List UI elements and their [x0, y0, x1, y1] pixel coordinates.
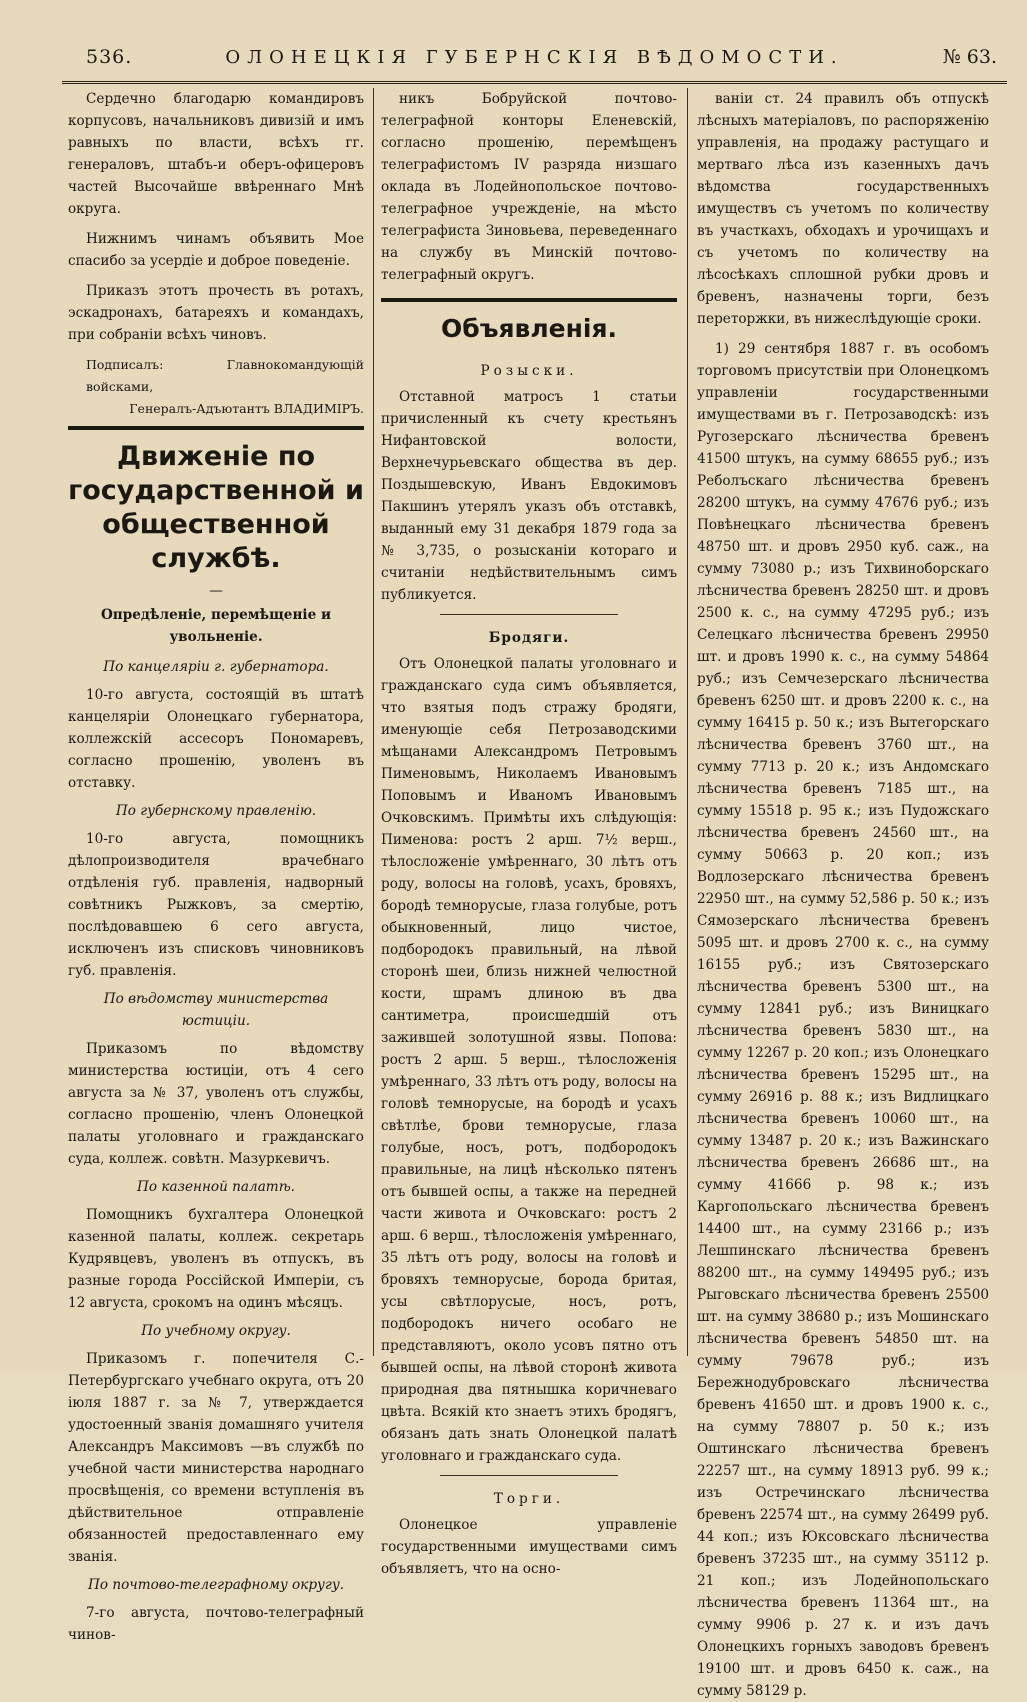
notice-text: 10-го августа, состоящій въ штатѣ канцеляріи Олонецкаго губернатора, коллежскій ассесоръ Пономаревъ, согласно прошенію, уволенъ въ отставку.	[68, 687, 364, 791]
column-1	[68, 88, 364, 1646]
column-2	[381, 88, 677, 1580]
notice-text: 10-го августа, помощникъ дѣлопроизводителя врачебнаго отдѣленія губ. правленія, надворный совѣтникъ Рыжковъ, за смертію, послѣдовавшею 6 сего августа, исключенъ изъ списковъ чиновниковъ губ. правленія.	[68, 831, 364, 979]
section-title: Торги.	[493, 1491, 565, 1507]
notice-text: 7-го августа, почтово-телеграфный чинов-	[68, 1605, 364, 1643]
department-title: По учебному округу.	[141, 1323, 291, 1339]
section-title: Бродяги.	[488, 630, 570, 646]
signature-line: Подписалъ: Главнокомандующій войсками,	[86, 357, 364, 394]
department-title: По казенной палатѣ.	[136, 1179, 296, 1195]
issue-number: № 63.	[942, 46, 997, 68]
order-paragraph: Приказъ этотъ прочесть въ ротахъ, эскадронахъ, батареяхъ и командахъ, при собраніи всѣхъ чиновъ.	[68, 283, 364, 343]
order-paragraph: Нижнимъ чинамъ объявить Мое спасибо за усердіе и доброе поведеніе.	[68, 231, 364, 269]
notice-text: Отъ Олонецкой палаты уголовнаго и гражданскаго суда симъ объявляется, что взятыя подъ стражу бродяги, именующіе себя Петрозаводскими мѣщанами Александромъ Петровымъ Пименовымъ, Николаемъ Ивановымъ Поповымъ и Иваномъ Ивановымъ Очковскимъ. Примѣты ихъ слѣдующія: Пименова: ростъ 2 арш. 7½ верш., тѣлосложеніе умѣреннаго, 30 лѣтъ отъ роду, волосы на головѣ, усахъ, бровяхъ, бородѣ темнорусые, глаза голубые, ротъ обыкновенный, лицо чистое, подбородокъ правильный, на лѣвой сторонѣ шеи, близь нижней челюстной кости, шрамъ длиною въ два сантиметра, происшедшій отъ зажившей золотушной язвы. Попова: ростъ 2 арш. 5 верш., тѣлосложенія умѣреннаго, 33 лѣтъ отъ роду, волосы на головѣ темнорусые, на бородѣ и усахъ свѣтлѣе, брови темнорусые, глаза голубые, носъ, ротъ, подбородокъ правильные, на лицѣ нѣсколько пятенъ отъ бывшей оспы, а также на передней части живота и Очковскаго: ростъ 2 арш. 6 верш., тѣлосложенія умѣреннаго, 35 лѣтъ отъ роду, волосы на головѣ и бровяхъ темнорусые, борода бритая, усы свѣтлорусые, носъ, ротъ, подбородокъ ничего особаго не представляютъ, около усовъ пятно отъ бывшей оспы, на лѣвой сторонѣ живота природная два пятнышка коричневаго цвѣта. Всякій кто знаетъ этихъ бродягъ, обязанъ дать знать Олонецкой палатѣ уголовнаго и гражданскаго суда.	[381, 656, 677, 1464]
section-heading: Движеніе по государственной и общественной службѣ.	[68, 441, 364, 574]
department-title: По канцеляріи г. губернатора.	[103, 659, 329, 675]
notice-text: Отставной матросъ 1 статьи причисленный къ счету крестьянъ Нифантовской волости, Верхнечурьевскаго общества въ дер. Поздышевскую, Иванъ Евдокимовъ Пакшинъ утерялъ указъ объ отставкѣ, выданный ему 31 декабря 1879 года за № 3,735, о розысканіи котораго и считаніи недѣйствительнымъ симъ публикуется.	[381, 389, 677, 603]
column-divider	[373, 88, 374, 1356]
notice-text: Олонецкое управленіе государственными имуществами симъ объявляетъ, что на осно-	[381, 1517, 677, 1577]
department-title: По почтово-телеграфному округу.	[87, 1577, 345, 1593]
department-title: По вѣдомству министерства юстиціи.	[103, 991, 329, 1029]
separator	[440, 614, 618, 615]
separator	[440, 1475, 618, 1476]
page-header	[62, 44, 1007, 78]
section-title: Розыски.	[480, 363, 578, 379]
column-divider	[687, 88, 688, 1356]
notice-text: 1) 29 сентября 1887 г. въ особомъ торговомъ присутствіи при Олонецкомъ управленіи государственными имуществами въ г. Петрозаводскѣ: изъ Ругозерскаго лѣсничества бревенъ 41500 штукъ, на сумму 68655 руб.; изъ Реболъскаго лѣсничества бревенъ 28200 штукъ, на сумму 47676 руб.; изъ Повѣнецкаго лѣсничества бревенъ 48750 шт. и дровъ 2950 куб. саж., на сумму 73080 р.; изъ Тихвиноборскаго лѣсничества бревенъ 28250 шт. и дровъ 2500 к. с., на сумму 47295 руб.; изъ Селецкаго лѣсничества бревенъ 29950 шт. и дровъ 1990 к. с., на сумму 54864 руб.; изъ Семчезерскаго лѣсничества бревенъ 6250 шт. и дровъ 2200 к. с., на сумму 16415 р. 50 к.; изъ Вытегорскаго лѣсничества бревенъ 3760 шт., на сумму 7713 р. 20 к.; изъ Андомскаго лѣсничества бревенъ 7185 шт., на сумму 15518 р. 95 к.; изъ Пудожскаго лѣсничества бревенъ 24560 шт., на сумму 50663 р. 20 коп.; изъ Водлозерскаго лѣсничества бревенъ 22950 шт., на сумму 52,586 р. 50 к.; изъ Сямозерскаго лѣсничества бревенъ 5095 шт. и дровъ 2700 к. с., на сумму 16155 руб.; изъ Святозерскаго лѣсничества бревенъ 5300 шт., на сумму 12841 руб.; изъ Виницкаго лѣсничества бревенъ 5830 шт., на сумму 12267 р. 20 коп.; изъ Олонецкаго лѣсничества бревенъ 15295 шт., на сумму 26916 р. 88 к.; изъ Видлицкаго лѣсничества бревенъ 10060 шт., на сумму 13487 р. 20 к.; изъ Важинскаго лѣсничества бревенъ 26686 шт., на сумму 41666 р. 98 к.; изъ Каргопольскаго лѣсничества бревенъ 14400 шт., на сумму 23166 р.; изъ Лешпинскаго лѣсничества бревенъ 88200 шт., на сумму 149495 руб.; изъ Рыговскаго лѣсничества бревенъ 25500 шт. на сумму 38680 р.; изъ Мошинскаго лѣсничества бревенъ 54850 шт. на сумму 79678 руб.; изъ Бережнодубровскаго лѣсничества бревенъ 41650 шт. и дровъ 1900 к. с., на сумму 78807 р. 50 к.; изъ Оштинскаго лѣсничества бревенъ 22257 шт., на сумму 18913 руб. 99 к.; изъ Остречинскаго лѣсничества бревенъ 22574 шт., на сумму 26499 руб. 44 коп.; изъ Юксовскаго лѣсничества бревенъ 37235 шт., на сумму 35112 р. 21 коп.; изъ Лодейнопольскаго лѣсничества бревенъ 11364 шт., на сумму 9906 р. 27 к. и изъ дачъ Олонецкихъ горныхъ заводовъ бревенъ 19100 шт. и дровъ 6450 к. саж., на сумму 58129 р.	[697, 341, 989, 1699]
section-rule	[381, 298, 677, 302]
announcements-heading: Объявленія.	[440, 314, 618, 343]
notice-text: никъ Бобруйской почтово-телеграфной конторы Еленевскій, согласно прошенію, перемѣщенъ телеграфистомъ IV разряда низшаго оклада въ Лодейнопольское почтово-телеграфное учрежденіе, на мѣсто телеграфиста Зиновьева, переведеннаго на службу въ Минскій почтово-телеграфный округъ.	[381, 91, 677, 283]
signature-name: Генералъ-Адъютантъ ВЛАДИМІРЪ.	[129, 401, 364, 416]
department-title: По губернскому правленію.	[115, 803, 317, 819]
subheading: Опредѣленіе, перемѣщеніе и увольненіе.	[100, 607, 332, 645]
header-rule	[62, 81, 1007, 84]
order-paragraph: Сердечно благодарю командировъ корпусовъ, начальниковъ дивизій и имъ равныхъ по власти, всѣхъ гг. генераловъ, штабъ-и оберъ-офицеровъ частей Высочайше ввѣреннаго Мнѣ округа.	[68, 91, 364, 217]
notice-text: Приказомъ по вѣдомству министерства юстиціи, отъ 4 сего августа за № 37, уволенъ отъ службы, согласно прошенію, членъ Олонецкой палаты уголовнаго и гражданскаго суда, коллеж. совѣтн. Мазуркевичъ.	[68, 1041, 364, 1167]
column-3	[697, 88, 989, 1702]
page-number: 536.	[86, 46, 133, 68]
newspaper-title: ОЛОНЕЦКІЯ ГУБЕРНСКІЯ ВѢДОМОСТИ.	[225, 47, 844, 68]
section-rule	[68, 426, 364, 430]
notice-text: ваніи ст. 24 правилъ объ отпускѣ лѣсныхъ матеріаловъ, по распоряженію управленія, на продажу растущаго и мертваго лѣса изъ казенныхъ дачъ вѣдомства государственныхъ имуществъ съ учетомъ по количеству въ участкахъ, обходахъ и урочищахъ и съ учетомъ по количеству на лѣсосѣкахъ сплошной рубки дровъ и бревенъ, назначены торги, безъ переторжки, въ нижеслѣдующіе сроки.	[697, 91, 989, 327]
notice-text: Помощникъ бухгалтера Олонецкой казенной палаты, коллеж. секретарь Кудрявцевъ, уволенъ въ отпускъ, въ разные города Россійской Имперіи, съ 12 августа, срокомъ на одинъ мѣсяцъ.	[68, 1207, 364, 1311]
heading-dash: —	[209, 583, 223, 599]
notice-text: Приказомъ г. попечителя С.-Петербургскаго учебнаго округа, отъ 20 іюля 1887 г. за № 7, утверждается удостоенный званія домашняго учителя Александръ Максимовъ —въ службѣ по учебной части министерства народнаго просвѣщенія, со времени вступленія въ дѣйствительное отправленіе обязанностей предоставленнаго ему званія.	[68, 1351, 364, 1565]
